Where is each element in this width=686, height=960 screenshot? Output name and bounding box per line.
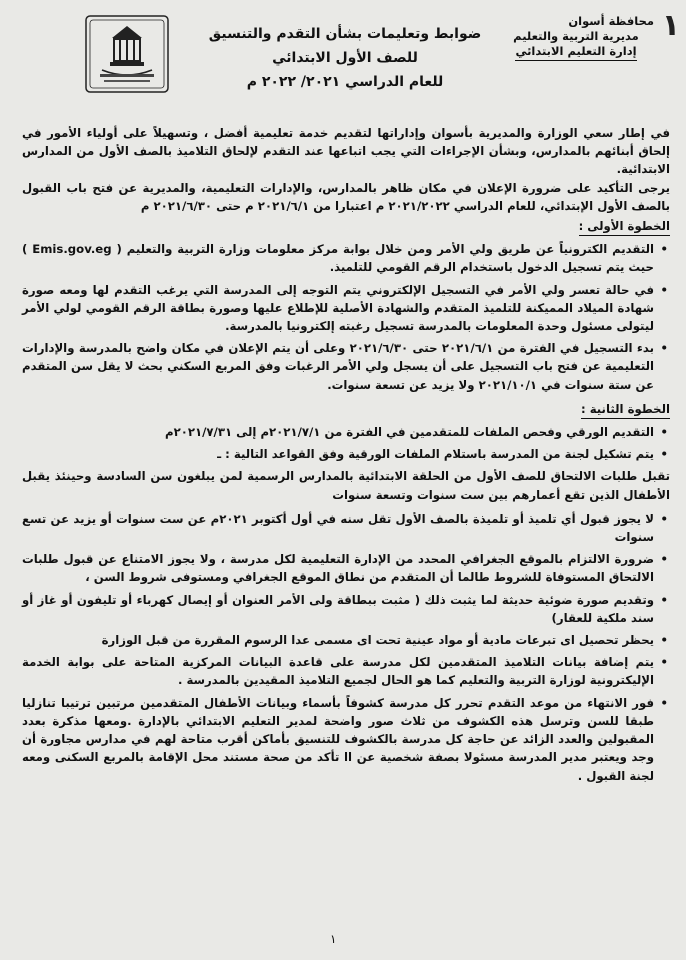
list-item: • التقديم الكترونياً عن طريق ولي الأمر ومن خلال بوابة مركز معلومات وزارة التربية والتعليم ( Emis.gov.eg ) حيث يتم تسجيل الدخول باستخدام الرقم القومي للتلميذ. [22,240,654,276]
intro-paragraph-2: يرجى التأكيد على ضرورة الإعلان في مكان ظاهر بالمدارس، والإدارات التعليمية، والمديرية عن فتح باب القبول بالصف الأول الإبتدائي، للعام الدراسي ٢٠٢١/٢٠٢٢ م اعتبارا من ٢٠٢١/٦/١ م حتى ٢٠٢١/٦/٣٠ م [22,180,670,213]
list-item: • بدء التسجيل في الفترة من ٢٠٢١/٦/١ حتى ٢٠٢١/٦/٣٠ وعلى أن يتم الإعلان في مكان واضح بالمدرسة والإدارات التعليمية عن فتح باب التسجيل على أن يسجل ولي الأمر الرغبات وفق المربع السكني بحث لا يقل سن المتقدم عن ستة سنوات في ٢٠٢١/١٠/١ ولا يزيد عن تسعة سنوات. [22,339,654,394]
list-item: • ضرورة الالتزام بالموقع الجغرافي المحدد من الإدارة التعليمية لكل مدرسة ، ولا يجوز الامتناع عن قبول طلبات الالتحاق المستوفاة للشروط طالما أن المتقدم من نطاق الموقع الجغرافي ومستوفى شروط السن ، [22,550,654,586]
corner-mark: ١ [661,8,680,43]
ministry-emblem-icon [84,14,170,94]
document-body [22,124,670,789]
list-item: • وتقديم صورة ضوئية حديثة لما يثبت ذلك ( مثبت ببطاقة ولى الأمر العنوان أو إيصال كهرباء أو تليفون أو غاز أو سند ملكية للعقار) [22,591,654,627]
list-item: • فور الانتهاء من موعد التقدم تحرر كل مدرسة كشوفاً بأسماء وبيانات الأطفال المتقدمين مرتبين ترتيبا تنازليا طبقا للسن وترسل هذه الكشوف من ثلاث صور واضحة لمدير التعليم الابتدائي بالإدارة .ومعها مذكرة بعدد المقبولين والعدد الزائد عن حاجة كل مدرسة بالكشوف للتنسيق بأماكن أقرب متاحة لهم في مدارس مجاورة أن وجد ويعتبر مدير المدرسة مسئولا بصفة شخصية عن اا تأكد من صحة مستند محل الإقامة بالمربع السكنى ومعه لجنة القبول . [22,694,654,785]
governorate-line: محافظة أسوان [568,14,654,28]
document-title: ضوابط وتعليمات بشأن التقدم والتنسيق [208,26,482,42]
admission-rules-list [22,510,670,785]
admission-age-paragraph: تقبل طلبات الالتحاق للصف الأول من الحلقة الابتدائية بالمدارس الرسمية لمن يبلغون سن السادسة وحينئذ يقبل الأطفال الذين تقع أعمارهم بين ست سنوات وتسعة سنوات [22,469,670,502]
document-title-block [180,22,510,94]
list-item: • التقديم الورقي وفحص الملفات للمتقدمين في الفترة من ٢٠٢١/٧/١م إلى ٢٠٢١/٧/٣١م [22,423,654,441]
list-item: • لا يجوز قبول أي تلميذ أو تلميذة بالصف الأول تقل سنه في أول أكتوبر ٢٠٢١م عن ست سنوات أو يزيد عن تسع سنوات [22,510,654,546]
list-item: • يتم تشكيل لجنة من المدرسة باستلام الملفات الورقية وفق القواعد التالية : ـ [22,445,654,463]
step-two-list [22,423,670,463]
list-item: • في حالة تعسر ولي الأمر في التسجيل الإلكتروني يتم التوجه إلى المدرسة التي يرغب التقدم لها ومعه صورة شهادة الميلاد المميكنة للتلميذ المتقدم والشهادة الأصلية للإطلاع عليها وصورة بطاقة الرقم القومي لولي الأمر ليتولى مسئول وحدة المعلومات بالمدرسة تسجيل رغبته إلكترونيا بالمدرسة. [22,281,654,336]
directorate-line: مديرية التربية والتعليم [513,29,639,43]
list-item: • يحظر تحصيل اى تبرعات مادية أو مواد عينية تحت اى مسمى عدا الرسوم المقررة من قبل الوزارة [22,631,654,649]
document-year: للعام الدراسي ٢٠٢١/ ٢٠٢٢ م [246,74,444,90]
document-subtitle: للصف الأول الابتدائي [272,50,418,66]
step-one-heading: الخطوة الأولى : [579,217,670,236]
intro-paragraph-1: في إطار سعي الوزارة والمديرية بأسوان وإداراتها لتقديم خدمة تعليمية أفضل ، وتسهيلاً على أولياء الأمور في إلحاق أبنائهم بالمدارس، وبشأن الإجراءات التي يجب اتباعها عند التقدم لإلحاق التلاميذ بالصف الأول من المدارس الابتدائية. [22,126,670,177]
step-two-heading: الخطوة الثانية : [581,400,670,419]
administration-line: إدارة التعليم الابتدائي [515,44,636,61]
page-number: ١ [330,932,337,946]
step-one-list [22,240,670,394]
list-item: • يتم إضافة بيانات التلاميذ المتقدمين لكل مدرسة على قاعدة البيانات المركزية المتاحة على بوابة الخدمة الإليكترونية لوزارة التربية والتعليم كما هو الحال لجميع التلاميذ المقيدين بالمدرسة . [22,653,654,689]
